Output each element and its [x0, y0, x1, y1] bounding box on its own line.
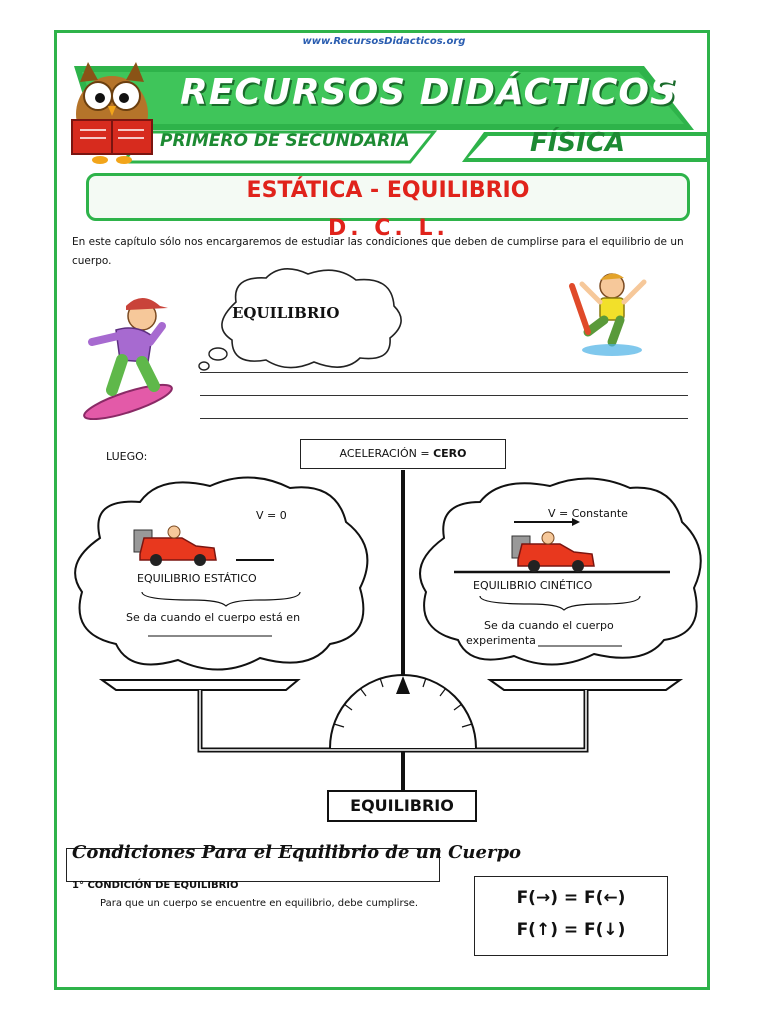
- thought-text: EQUILIBRIO: [232, 304, 340, 322]
- acceleration-label: ACELERACIÓN =: [339, 447, 430, 460]
- jumping-kid-icon: [566, 266, 652, 358]
- right-description-1: Se da cuando el cuerpo: [484, 619, 614, 632]
- snowboard-kid-icon: [82, 290, 182, 420]
- website-url[interactable]: www.RecursosDidacticos.org: [302, 36, 466, 47]
- topic-title: ESTÁTICA - EQUILIBRIO: [246, 178, 530, 203]
- right-equilibrium-type: EQUILIBRIO CINÉTICO: [473, 579, 593, 592]
- formula-vertical: F(↑) = F(↓): [516, 920, 626, 940]
- brand-title: RECURSOS DIDÁCTICOS: [180, 72, 677, 113]
- left-description: Se da cuando el cuerpo está en: [126, 611, 301, 624]
- equilibrium-base-label: EQUILIBRIO: [327, 790, 477, 822]
- first-condition-label: 1° CONDICIÓN DE EQUILIBRIO: [72, 880, 239, 891]
- luego-label: LUEGO:: [106, 450, 148, 463]
- answer-line-1: [200, 372, 688, 373]
- answer-line-2: [200, 395, 688, 396]
- left-equilibrium-type: EQUILIBRIO ESTÁTICO: [137, 572, 257, 585]
- subject-label: FÍSICA: [530, 128, 626, 158]
- grade-level: PRIMERO DE SECUNDARIA: [160, 131, 410, 151]
- left-velocity: V = 0: [256, 509, 287, 522]
- conditions-title: Condiciones Para el Equilibrio de un Cuerpo: [72, 842, 522, 863]
- owl-mascot-icon: [66, 62, 158, 166]
- intro-paragraph: En este capítulo sólo nos encargaremos de estudiar las condiciones que deben de cumplirse para el equilibrio de un cuerpo.: [72, 236, 684, 267]
- formula-horizontal: F(→) = F(←): [516, 888, 626, 908]
- acceleration-value: CERO: [433, 447, 467, 460]
- right-description-2: experimenta: [466, 634, 536, 647]
- first-condition-text: Para que un cuerpo se encuentre en equilibrio, debe cumplirse.: [100, 898, 419, 909]
- dcl-label: D. C. L.: [328, 216, 449, 241]
- right-velocity: V = Constante: [548, 507, 628, 520]
- answer-line-3: [200, 418, 688, 419]
- acceleration-box: [300, 439, 506, 469]
